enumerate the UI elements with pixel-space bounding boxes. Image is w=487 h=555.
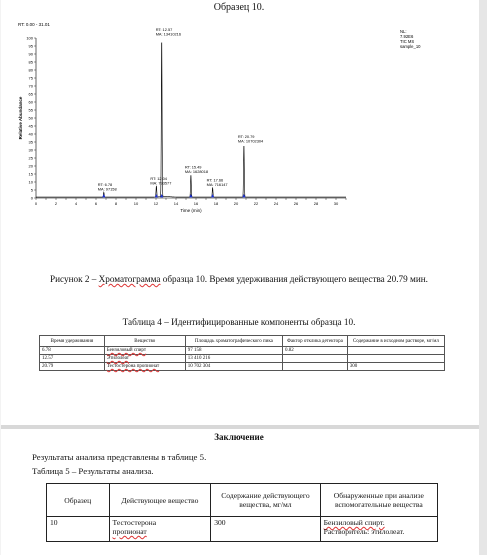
y-tick-label: 75 — [28, 75, 33, 81]
sample-title: Образец 10. — [213, 2, 265, 13]
x-tick-label: 28 — [313, 201, 319, 206]
y-tick-label: 80 — [28, 67, 33, 73]
x-tick-label: 16 — [193, 201, 199, 206]
x-tick-label: 6 — [94, 201, 98, 206]
table4-cell: 20.79 — [40, 363, 105, 371]
table4-header-cell: Содержание в исходном растворе, мг/мл — [347, 336, 444, 347]
table5-substance-cell — [109, 517, 211, 542]
x-tick-label: 12 — [153, 201, 159, 206]
table5-header-row — [47, 484, 438, 517]
peak-label: MA: 793577 — [150, 180, 172, 186]
x-tick-label: 26 — [293, 201, 299, 206]
table4-caption: Таблица 4 – Идентифицированные компоненты образца 10. — [122, 317, 356, 327]
table4-cell — [347, 347, 444, 355]
table4-cell: Этилолеат — [104, 355, 185, 363]
y-tick-label: 100 — [26, 35, 33, 41]
peak-label: RT: 12.57 — [155, 27, 173, 32]
conclusion-heading: Заключение — [214, 432, 264, 442]
y-tick-label: 90 — [28, 51, 33, 57]
table4 — [39, 335, 445, 371]
table4-cell: 0.82 — [282, 347, 347, 355]
x-tick-label: 18 — [213, 201, 219, 206]
table5-aux-cell — [320, 517, 437, 542]
y-tick-label: 70 — [28, 83, 33, 89]
table4-cell — [282, 355, 347, 363]
table4-cell — [282, 363, 347, 371]
table4-cell: 97 158 — [185, 347, 282, 355]
table4-cell: Тестостерона пропионат — [104, 363, 185, 371]
page-shadow — [479, 0, 487, 555]
y-tick-label: 95 — [28, 43, 33, 49]
table4-cell: 300 — [347, 363, 444, 371]
y-tick-label: 20 — [28, 163, 33, 169]
table4-cell: 6.78 — [40, 347, 105, 355]
aux-line: Растворитель: этилолеат. — [323, 527, 405, 536]
peak-area-marker — [155, 194, 158, 197]
y-tick-label: 50 — [28, 115, 33, 121]
results-text: Результаты анализа представлены в таблице 5. — [32, 452, 207, 462]
table5-sample-cell: 10 — [47, 517, 110, 542]
table4-cell: 10 702 304 — [185, 363, 282, 371]
table4-header-cell: Вещество — [104, 336, 185, 347]
table5-header-cell: Действующее вещество — [109, 484, 211, 517]
y-tick-label: 0 — [30, 195, 33, 201]
peak-label: MA: 1628018 — [184, 169, 209, 175]
x-tick-label: 10 — [133, 201, 139, 206]
x-tick-label: 30 — [333, 201, 339, 206]
y-tick-label: 45 — [28, 123, 33, 129]
peak-label: MA: 97158 — [97, 186, 117, 192]
table4-cell: 13 410 216 — [185, 355, 282, 363]
table5-caption: Таблица 5 – Результаты анализа. — [32, 466, 154, 476]
table4-cell: Бензиловый спирт — [104, 347, 185, 355]
x-tick-label: 24 — [273, 201, 279, 206]
x-tick-label: 2 — [54, 201, 58, 206]
substance-line: пропионат — [112, 527, 147, 536]
table5-header-cell: Содержание действующего вещества, мг/мл — [211, 484, 320, 517]
x-tick-label: 20 — [233, 201, 239, 206]
table4-cell: 12.57 — [40, 355, 105, 363]
table5 — [46, 483, 438, 542]
x-tick-label: 4 — [74, 201, 78, 206]
substance-line: Тестостерона — [112, 518, 157, 527]
table5-header-cell: Образец — [47, 484, 110, 517]
aux-line: Бензиловый спирт. — [323, 518, 385, 527]
chart-info-label: 7.92E6 — [400, 34, 414, 39]
table4-header-cell: Время удерживания — [40, 336, 105, 347]
chart-range-label: RT: 0.00 - 31.01 — [18, 22, 50, 27]
y-tick-label: 5 — [30, 187, 33, 193]
figure-caption-keyword: Хроматограмма — [98, 274, 161, 284]
peak-label: RT: 6.78 — [97, 182, 113, 188]
y-tick-label: 65 — [28, 91, 33, 97]
figure-caption — [0, 274, 478, 284]
table-row — [40, 355, 445, 363]
y-tick-label: 25 — [28, 155, 33, 161]
y-axis-label: Relative Abundance — [18, 96, 23, 140]
peak-label: RT: 20.79 — [237, 134, 255, 140]
peak-label: MA: 13410216 — [155, 31, 182, 37]
table4-cell — [347, 355, 444, 363]
table5-content-cell: 300 — [211, 517, 320, 542]
x-axis-label: Time (min) — [180, 208, 202, 213]
table4-header-cell: Фактор отклика детектора — [282, 336, 347, 347]
peak-label: RT: 17.66 — [206, 177, 224, 183]
table4-header-cell: Площадь хроматографического пика — [185, 336, 282, 347]
table-row — [40, 363, 445, 371]
peak-label: MA: 716147 — [206, 181, 228, 187]
y-tick-label: 35 — [28, 139, 33, 145]
peak-area-marker — [211, 194, 214, 197]
peak-label: RT: 15.49 — [184, 164, 202, 170]
x-tick-label: 14 — [173, 201, 179, 206]
peak-label: RT: 12.04 — [150, 175, 167, 181]
chromatogram-chart — [16, 18, 466, 230]
x-tick-label: 0 — [34, 201, 38, 206]
chart-info-label: sample_10 — [400, 44, 421, 49]
y-tick-label: 15 — [28, 171, 33, 177]
table-row — [47, 517, 438, 542]
chart-info-label: TIC MS — [400, 39, 415, 44]
figure-caption-rest: образца 10. Время удерживания действующего вещества 20.79 мин. — [160, 274, 428, 284]
table5-header-cell: Обнаруженные при анализе вспомогательные вещества — [320, 484, 437, 517]
figure-caption-prefix: Рисунок 2 – — [50, 274, 99, 284]
x-tick-label: 22 — [253, 201, 259, 206]
y-tick-label: 30 — [28, 147, 33, 153]
peak-area-marker — [102, 194, 105, 197]
y-tick-label: 85 — [28, 59, 33, 65]
y-tick-label: 55 — [28, 107, 33, 113]
peak-label: MA: 10702304 — [237, 138, 264, 144]
chart-info-label: NL: — [400, 29, 407, 34]
table4-header-row — [40, 336, 445, 347]
x-tick-label: 8 — [114, 201, 118, 206]
y-tick-label: 60 — [28, 99, 33, 105]
y-tick-label: 10 — [28, 179, 33, 185]
table-row — [40, 347, 445, 355]
y-tick-label: 40 — [28, 131, 33, 137]
